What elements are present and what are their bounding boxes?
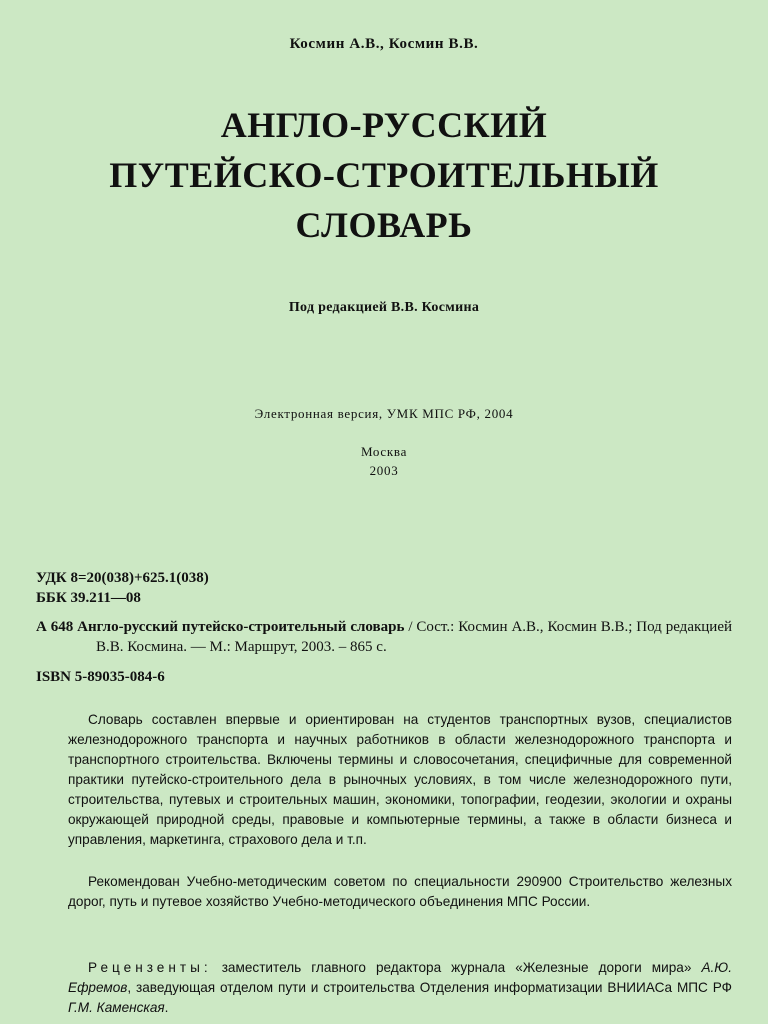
reviewer-name-1: А.Ю. Ефремов [68, 960, 732, 995]
annotation-paragraph: Словарь составлен впервые и ориентирован на студентов транспортных вузов, специалистов железнодорожного транспорта и научных работников в области железнодорожного транспорта и транспортного строительства. Включены термины и словосочетания, специфичные для современной практики путейско-строительного дела в рыночных условиях, в том числе железнодорожного пути, строительства, путевых и строительных машин, экономики, топографии, геодезии, экологии и охраны окружающей природной среды, правовые и компьютерные термины, а также в области бизнеса и управления, маркетинга, страхового дела и т.п. [68, 712, 732, 847]
authors: Космин А.В., Космин В.В. [289, 36, 479, 52]
title-line-2: ПУТЕЙСКО-СТРОИТЕЛЬНЫЙ [109, 155, 659, 195]
reviewers-paragraph [68, 958, 732, 1018]
bibliographic-entry [36, 617, 732, 657]
entry-compiled-by: / Сост.: Космин А.В., Космин В.В.; Под редакцией В.В. Космина. [96, 619, 733, 655]
title-line-1: АНГЛО-РУССКИЙ [220, 105, 548, 145]
reviewer-name-2: Г.М. Каменская [68, 1000, 165, 1015]
imprint [0, 442, 768, 480]
reviewers-end: . [164, 1000, 169, 1015]
reviewers-label: Рецензенты: [88, 960, 212, 975]
editor-line: Под редакцией В.В. Космина [288, 300, 480, 315]
city: Москва [360, 444, 408, 459]
title-line-3: СЛОВАРЬ [295, 205, 473, 245]
year: 2003 [369, 463, 399, 478]
entry-publication: — М.: Маршрут, 2003. – 865 с. [187, 639, 387, 655]
edition-line: Электронная версия, УМК МПС РФ, 2004 [254, 406, 514, 421]
entry-title: А 648 Англо-русский путейско-строительный словарь [36, 619, 405, 635]
isbn: ISBN 5-89035-084-6 [36, 669, 165, 685]
recommendation-paragraph: Рекомендован Учебно-методическим советом по специальности 290900 Строительство железных дорог, путь и путевое хозяйство Учебно-методического объединения МПС России. [68, 874, 732, 909]
book-title [0, 100, 768, 250]
bbk-code: ББК 39.211—08 [36, 590, 141, 606]
udk-code: УДК 8=20(038)+625.1(038) [36, 570, 209, 586]
reviewers-text-1: заместитель главного редактора журнала «Железные дороги мира» [211, 960, 702, 975]
reviewers-text-2: , заведующая отделом пути и строительства Отделения информатизации ВНИИАСа МПС РФ [127, 980, 732, 995]
